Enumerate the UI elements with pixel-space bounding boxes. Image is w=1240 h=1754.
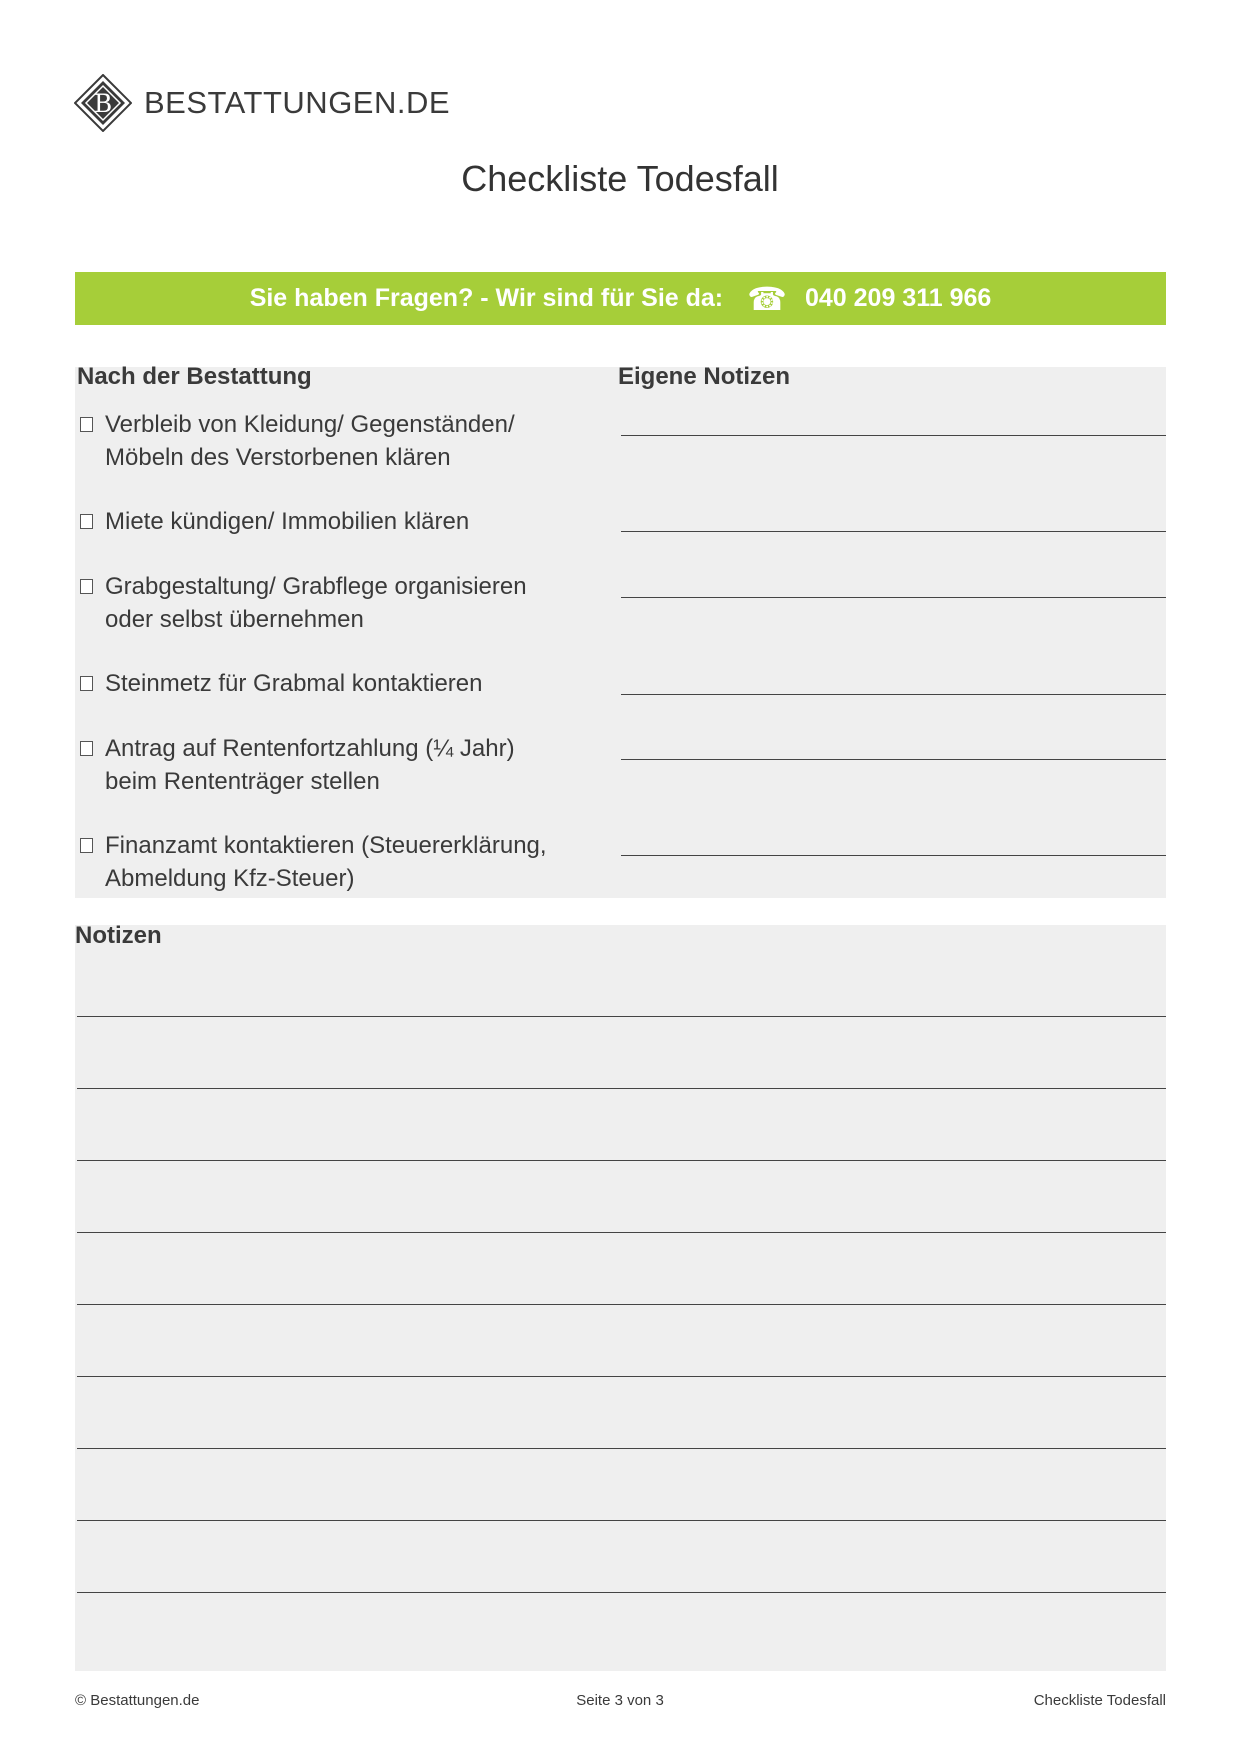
footer-page-number: Seite 3 von 3 bbox=[576, 1692, 664, 1709]
checklist-item bbox=[78, 570, 598, 636]
brand-logo bbox=[74, 74, 450, 132]
checklist-item-line: Miete kündigen/ Immobilien klären bbox=[105, 508, 470, 535]
telephone-icon: ☎ bbox=[747, 280, 787, 317]
banner-phone-number[interactable]: 040 209 311 966 bbox=[805, 284, 992, 312]
brand-name: BESTATTUNGEN.DE bbox=[144, 85, 451, 120]
notes-section bbox=[75, 925, 1166, 1671]
notes-line[interactable] bbox=[77, 1232, 1166, 1233]
checkbox[interactable] bbox=[80, 838, 93, 853]
checklist-item-line: Grabgestaltung/ Grabflege organisieren bbox=[105, 573, 527, 600]
notes-line[interactable] bbox=[77, 1088, 1166, 1089]
note-line[interactable] bbox=[621, 435, 1166, 436]
checkbox[interactable] bbox=[80, 417, 93, 432]
footer-copyright: © Bestattungen.de bbox=[75, 1692, 200, 1709]
logo-letter: B bbox=[93, 89, 113, 118]
own-notes-heading: Eigene Notizen bbox=[618, 363, 791, 390]
checklist-item-line: Finanzamt kontaktieren (Steuererklärung, bbox=[105, 832, 547, 859]
note-line[interactable] bbox=[621, 531, 1166, 532]
notes-line[interactable] bbox=[77, 1304, 1166, 1305]
notes-line[interactable] bbox=[77, 1160, 1166, 1161]
footer-document-title: Checkliste Todesfall bbox=[1033, 1692, 1166, 1709]
contact-banner bbox=[75, 272, 1166, 325]
checklist-item-line: Steinmetz für Grabmal kontaktieren bbox=[105, 670, 483, 697]
checkbox[interactable] bbox=[80, 514, 93, 529]
checklist-item bbox=[78, 505, 598, 538]
checklist-item bbox=[78, 408, 598, 474]
checklist-item-line: Verbleib von Kleidung/ Gegenständen/ bbox=[105, 411, 515, 438]
notes-line[interactable] bbox=[77, 1592, 1166, 1593]
checklist-item-line: Antrag auf Rentenfortzahlung (¼ Jahr) bbox=[105, 735, 515, 762]
note-line[interactable] bbox=[621, 694, 1166, 695]
checkbox[interactable] bbox=[80, 579, 93, 594]
notes-heading: Notizen bbox=[75, 922, 162, 949]
note-line[interactable] bbox=[621, 855, 1166, 856]
checklist-item-line: Abmeldung Kfz-Steuer) bbox=[105, 865, 355, 892]
notes-line[interactable] bbox=[77, 1376, 1166, 1377]
notes-line[interactable] bbox=[77, 1448, 1166, 1449]
note-line[interactable] bbox=[621, 597, 1166, 598]
diamond-logo-icon bbox=[74, 74, 132, 132]
checklist-item bbox=[78, 732, 598, 798]
checkbox[interactable] bbox=[80, 676, 93, 691]
checklist-heading: Nach der Bestattung bbox=[77, 363, 312, 390]
page-title: Checkliste Todesfall bbox=[461, 158, 779, 199]
checklist-item-line: beim Rententräger stellen bbox=[105, 768, 380, 795]
banner-text: Sie haben Fragen? - Wir sind für Sie da: bbox=[249, 284, 724, 312]
checklist-item bbox=[78, 829, 598, 895]
notes-line[interactable] bbox=[77, 1520, 1166, 1521]
notes-line[interactable] bbox=[77, 1016, 1166, 1017]
checklist-item bbox=[78, 667, 598, 700]
checklist-item-line: oder selbst übernehmen bbox=[105, 606, 364, 633]
checkbox[interactable] bbox=[80, 741, 93, 756]
note-line[interactable] bbox=[621, 759, 1166, 760]
checklist-item-line: Möbeln des Verstorbenen klären bbox=[105, 444, 451, 471]
